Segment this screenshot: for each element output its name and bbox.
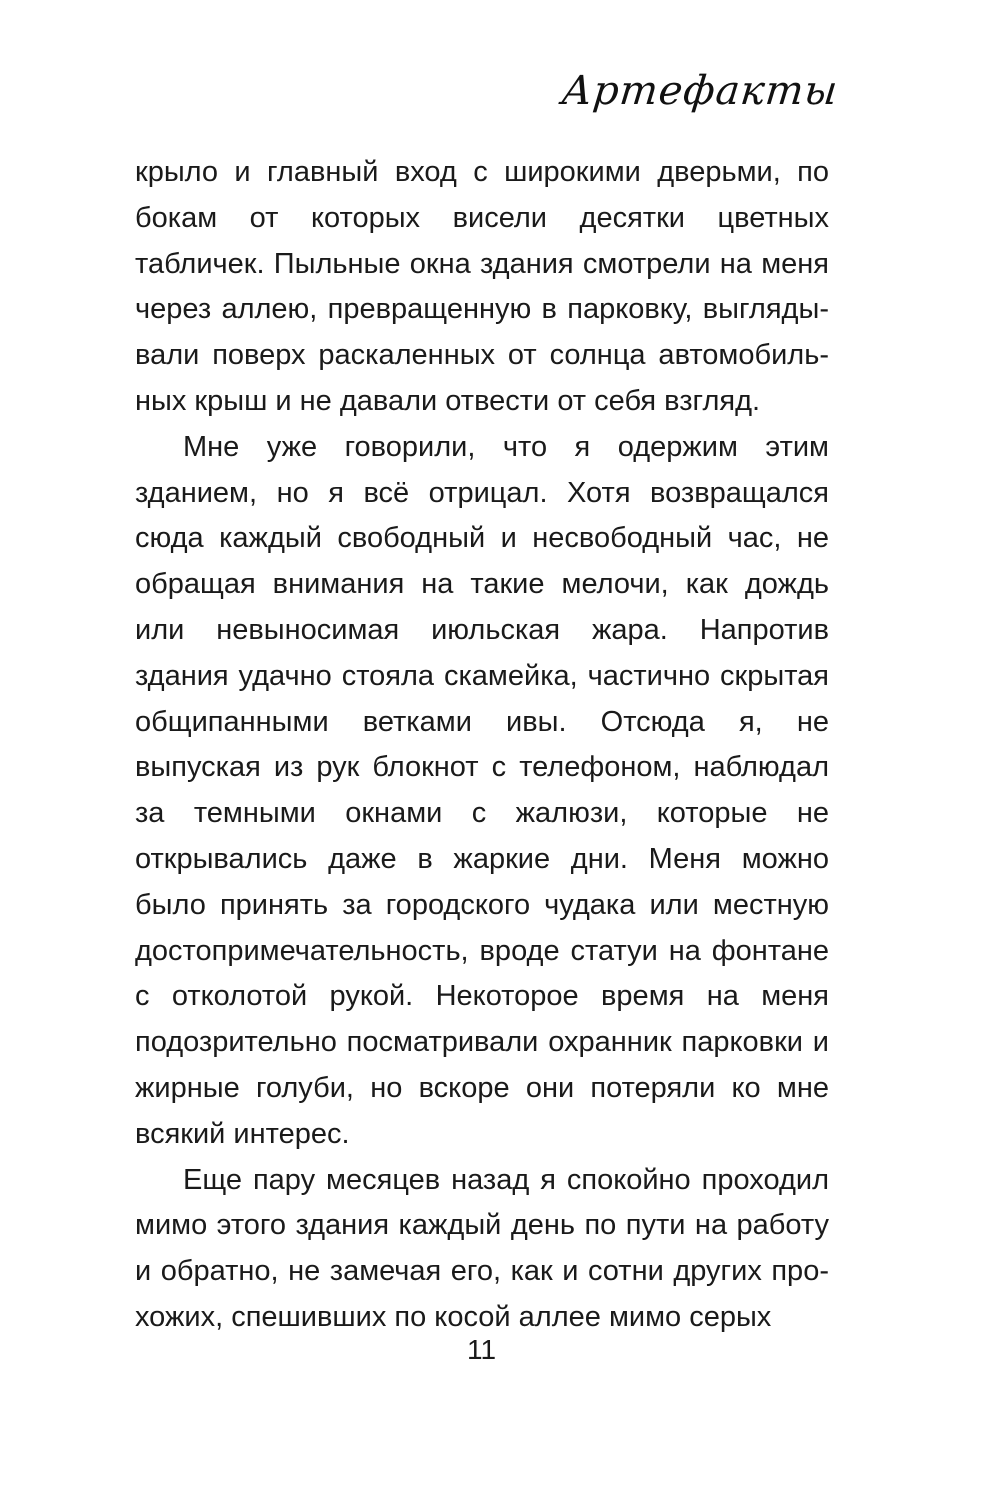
paragraph-1: крыло и главный вход с широкими дверьми, по бокам от которых висели десятки цветных табличек. Пыльные окна здания смотрели на меня через аллею, превращенную в парковку, выглядывали поверх раскаленных от солнца автомобильных крыш и не давали отвести от себя взгляд. — [135, 156, 829, 417]
paragraph-3: Еще пару месяцев назад я спокойно проходил мимо этого здания каждый день по пути на работу и обратно, не замечая его, как и сотни других прохожих, спешивших по косой аллее мимо серых — [135, 1163, 829, 1333]
paragraph-2: Мне уже говорили, что я одержим этим зданием, но я всё отрицал. Хотя возвращался сюда каждый свободный и несвободный час, не обращая внимания на такие мелочи, как дождь или невыносимая июльская жара. Напротив здания удачно стояла скамейка, частично скрытая общипанными ветками ивы. Отсюда я, не выпуская из рук блокнот с телефоном, наблюдал за темными окнами с жалюзи, которые не открывались даже в жаркие дни. Меня можно было принять за городского чудака или местную достопримечательность, вроде статуи на фонтане с отколотой рукой. Некоторое время на меня подозрительно посматривали охранник парковки и жирные голуби, но вскоре они потеряли ко мне всякий интерес. — [135, 430, 829, 1150]
page-number: 11 — [466, 1334, 497, 1365]
body-text — [135, 150, 829, 1341]
running-header-title: Артефакты — [559, 68, 841, 114]
